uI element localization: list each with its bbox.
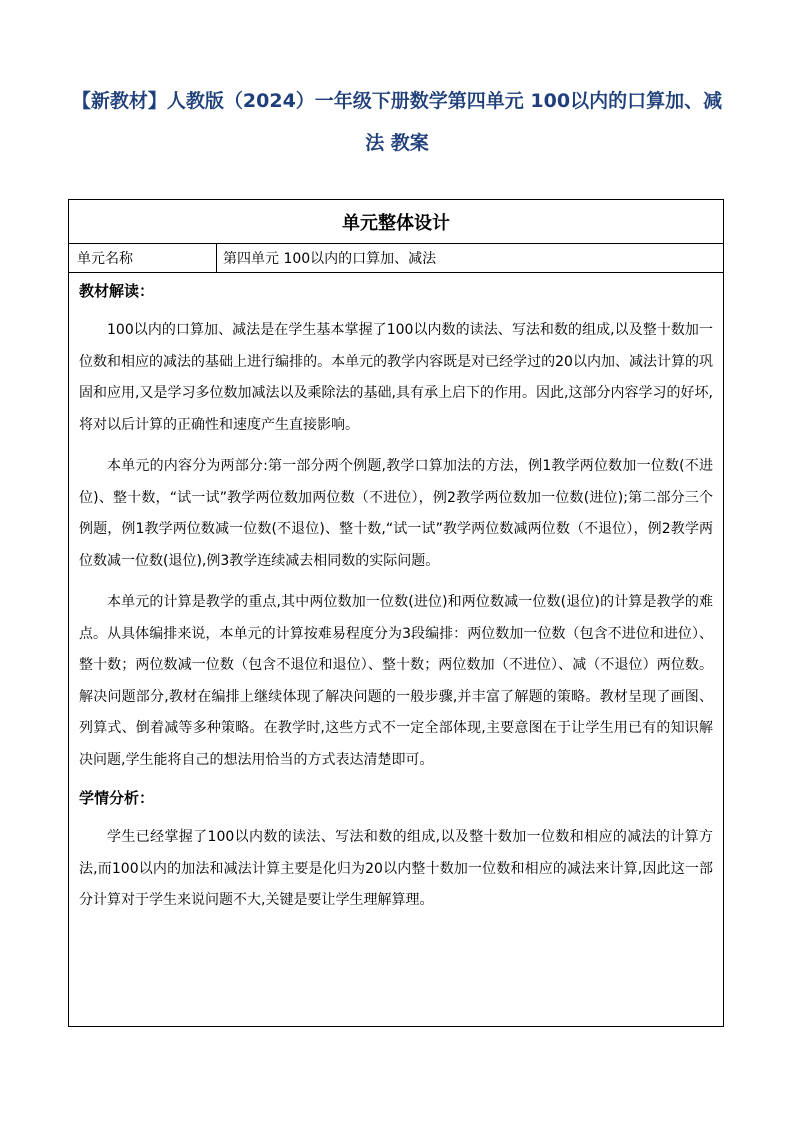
unit-design-table: [68, 199, 724, 1027]
paragraph: 100以内的口算加、减法是在学生基本掌握了100以内数的读法、写法和数的组成,以及整十数加一位数和相应的减法的基础上进行编排的。本单元的教学内容既是对已经学过的20以内加、减法计算的巩固和应用,又是学习多位数加减法以及乘除法的基础,具有承上启下的作用。因此,这部分内容学习的好坏,将对以后计算的正确性和速度产生直接影响。: [79, 322, 713, 433]
table-content: [69, 281, 723, 917]
unit-name-row: [69, 244, 723, 273]
table-header: 单元整体设计: [69, 200, 723, 244]
section-heading-student: 学情分析：: [79, 789, 155, 807]
section-heading-textbook: 教材解读：: [79, 282, 155, 300]
unit-name-label: 单元名称: [69, 244, 217, 272]
paragraph: 本单元的内容分为两部分:第一部分两个例题,教学口算加法的方法，例1教学两位数加一位数(不进位)、整十数，“试一试”教学两位数加两位数（不进位），例2教学两位数加一位数(进位);第二部分三个例题，例1教学两位数减一位数(不退位)、整十数,“试一试”教学两位数减两位数（不退位），例2教学两位数减一位数(退位),例3教学连续减去相同数的实际问题。: [79, 458, 713, 569]
paragraph: 本单元的计算是教学的重点,其中两位数加一位数(进位)和两位数减一位数(退位)的计算是教学的难点。从具体编排来说，本单元的计算按难易程度分为3段编排：两位数加一位数（包含不进位和进位）、整十数；两位数减一位数（包含不退位和退位）、整十数；两位数加（不进位）、减（不退位）两位数。解决问题部分,教材在编排上继续体现了解决问题的一般步骤,并丰富了解题的策略。教材呈现了画图、列算式、倒着减等多种策略。在教学时,这些方式不一定全部体现,主要意图在于让学生用已有的知识解决问题,学生能将自己的想法用恰当的方式表达清楚即可。: [79, 594, 713, 768]
paragraph: 学生已经掌握了100以内数的读法、写法和数的组成,以及整十数加一位数和相应的减法的计算方法,而100以内的加法和减法计算主要是化归为20以内整十数加一位数和相应的减法来计算,因此这一部分计算对于学生来说问题不大,关键是要让学生理解算理。: [79, 829, 713, 908]
unit-name-value: 第四单元 100以内的口算加、减法: [223, 251, 437, 267]
document-title: 【新教材】人教版（2024）一年级下册数学第四单元 100以内的口算加、减法 教案: [71, 90, 723, 154]
